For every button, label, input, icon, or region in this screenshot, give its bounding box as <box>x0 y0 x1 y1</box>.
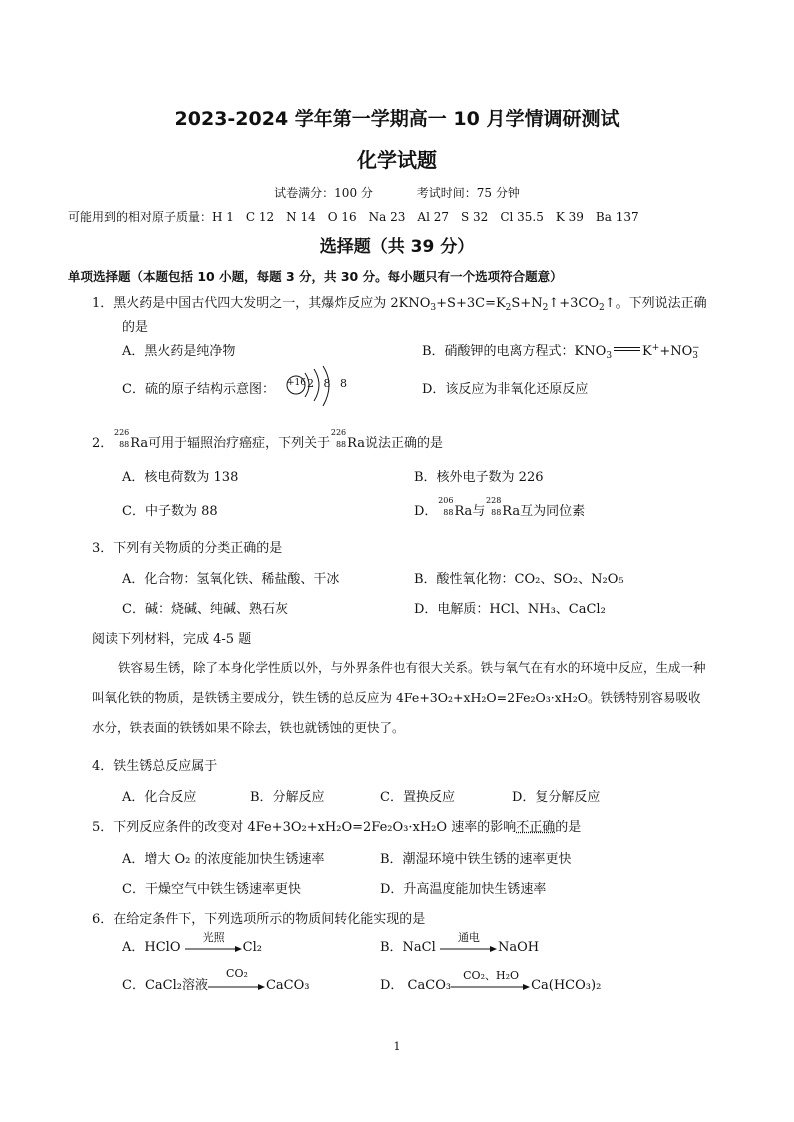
q1-stem: 1．黑火药是中国古代四大发明之一，其爆炸反应为 $2KNO_3+S+3C=K_2S+N_2↑+3CO_2↑$。下列说法正确 <box>92 296 707 313</box>
q2-option-a: A．核电荷数为 138 <box>122 470 239 485</box>
q3-option-c: C．碱：烧碱、纯碱、熟石灰 <box>122 602 288 617</box>
q5-stem: 5．下列反应条件的改变对 4Fe+3O₂+xH₂O=2Fe₂O₃·xH₂O 速率的影响不正确的是 <box>92 820 582 835</box>
q5-option-a: A．增大 O₂ 的浓度能加快生锈速率 <box>122 852 325 867</box>
reaction-arrow: 通电 <box>440 937 498 955</box>
q3-option-a: A．化合物：氢氧化铁、稀盐酸、干冰 <box>122 572 340 587</box>
page-number: 1 <box>393 1040 401 1053</box>
q3-option-b: B．酸性氧化物：CO₂、SO₂、N₂O₅ <box>414 572 624 587</box>
q4-option-a: A．化合反应 <box>122 790 197 805</box>
exam-title: 2023-2024 学年第一学期高一 10 月学情调研测试 <box>174 108 620 130</box>
q5-option-d: D．升高温度能加快生锈速率 <box>380 882 547 897</box>
q5-option-b: B．潮湿环境中铁生锈的速率更快 <box>380 852 572 867</box>
q1-option-c: C．硫的原子结构示意图： <box>122 382 275 397</box>
reading-paragraph: 铁容易生锈，除了本身化学性质以外，与外界条件也有很大关系。铁与氧气在有水的环境中反应，生成一种叫氧化铁的物质，是铁锈主要成分，铁生锈的总反应为 4Fe+3O₂+xH₂O=2Fe₂O₃·xH₂O。铁锈特别容易吸收水分，铁表面的铁锈如果不除去，铁也就锈蚀的更快了。 <box>92 660 706 735</box>
isotope-ra-226: 226 88 <box>114 428 130 449</box>
q4-option-b: B．分解反应 <box>250 790 325 805</box>
q4-option-c: C．置换反应 <box>380 790 455 805</box>
q4-option-d: D．复分解反应 <box>512 790 601 805</box>
q4-stem: 4．铁生锈总反应属于 <box>92 759 218 774</box>
exam-subject: 化学试题 <box>357 148 437 172</box>
section-instruction: 单项选择题（本题包括 10 小题，每题 3 分，共 30 分。每小题只有一个选项符合题意） <box>68 269 563 284</box>
q6-option-c: C．CaCl₂溶液 CO₂ CaCO₃ <box>122 967 310 993</box>
emphasis-not-correct: 不正确 <box>516 820 556 835</box>
q6-option-b: B．NaCl 通电 NaOH <box>380 931 540 955</box>
reading-intro: 阅读下列材料，完成 4-5 题 <box>92 632 252 647</box>
q6-option-d: D． CaCO₃ CO₂、H₂O Ca(HCO₃)₂ <box>380 969 602 993</box>
q6-option-a: A．HClO 光照 Cl₂ <box>122 931 262 955</box>
time-info: 考试时间：75 分钟 <box>416 186 520 200</box>
q3-option-d: D．电解质：HCl、NH₃、CaCl₂ <box>414 602 606 617</box>
reaction-arrow: CO₂ <box>208 975 266 993</box>
q2-stem: 2． 226 88 Ra可用于辐照治疗癌症，下列关于 226 88 Ra说法正确的是 <box>92 428 443 451</box>
reaction-arrow: 光照 <box>185 937 243 955</box>
q5-option-c: C．干燥空气中铁生锈速率更快 <box>122 882 301 897</box>
exam-meta <box>0 184 794 201</box>
nucleus-charge: +16 <box>287 378 306 388</box>
q2-option-c: C．中子数为 88 <box>122 504 218 519</box>
q2-option-d: D． 206 88 Ra与 228 88 Ra互为同位素 <box>414 496 586 519</box>
sulfur-atom-diagram <box>283 364 350 414</box>
q1-option-d: D．该反应为非氧化还原反应 <box>422 382 589 397</box>
q3-stem: 3．下列有关物质的分类正确的是 <box>92 541 283 556</box>
q1-option-a: A．黑火药是纯净物 <box>122 344 236 359</box>
q1-stem-cont: 的是 <box>122 320 149 335</box>
q2-option-b: B．核外电子数为 226 <box>414 470 544 485</box>
score-info: 试卷满分：100 分 <box>274 186 373 200</box>
q1-option-b: B．硝酸钾的电离方程式：$KNO_3$ $K^++NO_3^-$ <box>422 343 700 361</box>
section-title: 选择题（共 39 分） <box>319 237 475 257</box>
q6-stem: 6．在给定条件下，下列选项所示的物质间转化能实现的是 <box>92 912 426 927</box>
electron-shells: 2 8 8 <box>307 377 350 390</box>
reaction-arrow: CO₂、H₂O <box>451 975 531 993</box>
atomic-masses: 可能用到的相对原子质量：H 1 C 12 N 14 O 16 Na 23 Al 27 S 32 Cl 35.5 K 39 Ba 137 <box>68 210 639 224</box>
